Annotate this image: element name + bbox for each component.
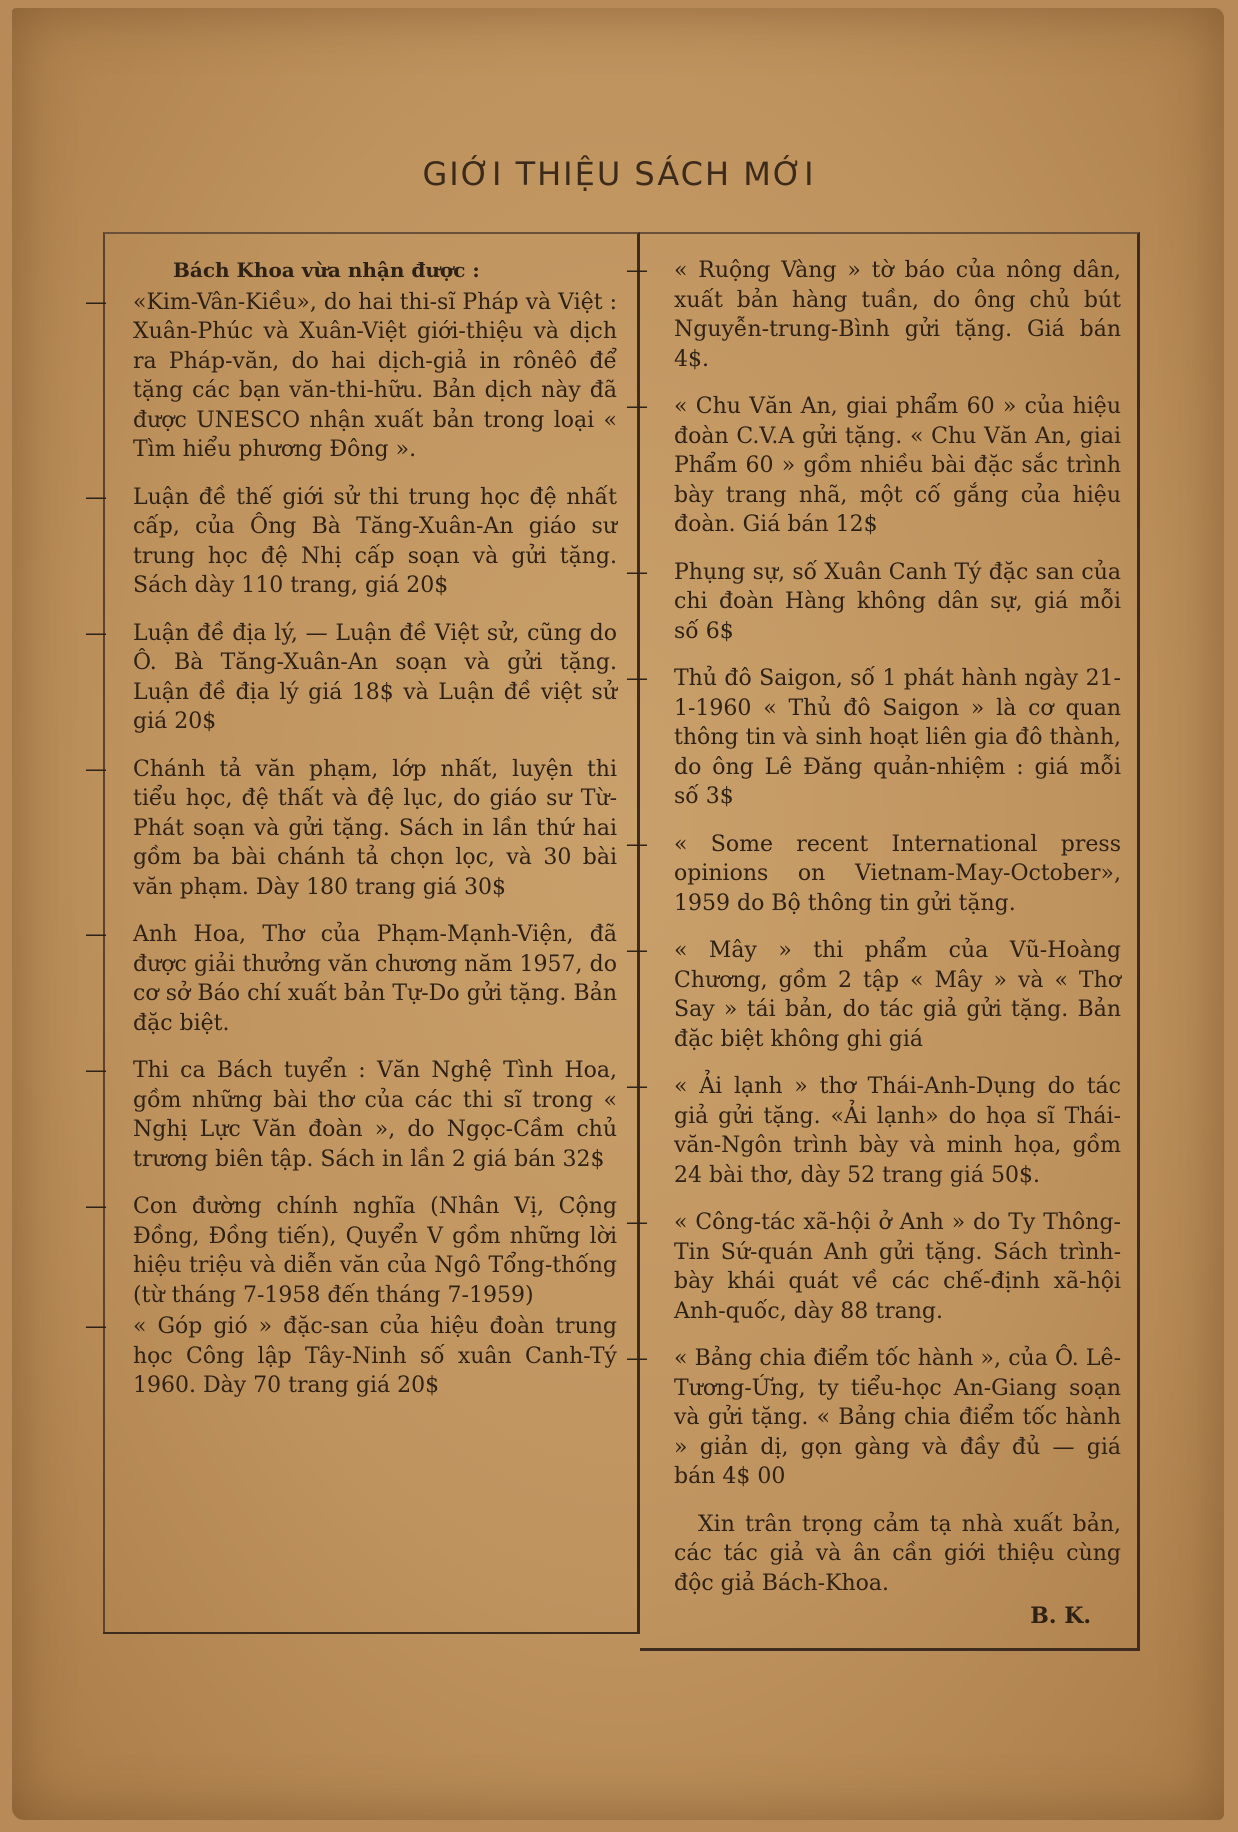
- left-column: [103, 232, 640, 1632]
- bottom-rule-left: [103, 1632, 640, 1634]
- page-title: GIỚI THIỆU SÁCH MỚI: [422, 155, 816, 193]
- book-entry: — « Mây » thi phẩm của Vũ-Hoàng Chương, gồm 2 tập « Mây » và « Thơ Say » tái bản, do tác giả gửi tặng. Bản đặc biệt không ghi giá: [674, 936, 1121, 1054]
- book-entry: — « Some recent International press opinions on Vietnam-May-October», 1959 do Bộ thông tin gửi tặng.: [674, 830, 1121, 919]
- book-entry: — « Chu Văn An, giai phẩm 60 » của hiệu đoàn C.V.A gửi tặng. « Chu Văn An, giai Phẩm 60 » gồm nhiều bài đặc sắc trình bày trang nhã, một cố gắng của hiệu đoàn. Giá bán 12$: [674, 392, 1121, 540]
- book-entry: — Phụng sự, số Xuân Canh Tý đặc san của chi đoàn Hàng không dân sự, giá mỗi số 6$: [674, 558, 1121, 647]
- intro-line: Bách Khoa vừa nhận được :: [173, 258, 480, 282]
- book-entry: — « Góp gió » đặc-san của hiệu đoàn trung học Công lập Tây-Ninh số xuân Canh-Tý 1960. Dày 70 trang giá 20$: [133, 1312, 617, 1401]
- book-entry: — Anh Hoa, Thơ của Phạm-Mạnh-Viện, đã được giải thưởng văn chương năm 1957, do cơ sở Báo chí xuất bản Tự-Do gửi tặng. Bản đặc biệt.: [133, 920, 617, 1038]
- book-entry: — « Ải lạnh » thơ Thái-Anh-Dụng do tác giả gửi tặng. «Ải lạnh» do họa sĩ Thái-văn-Ngôn trình bày và minh họa, gồm 24 bài thơ, dày 52 trang giá 50$.: [674, 1072, 1121, 1190]
- book-entry: — Thi ca Bách tuyển : Văn Nghệ Tình Hoa, gồm những bài thơ của các thi sĩ trong « Nghị Lực Văn đoàn », do Ngọc-Cầm chủ trương biên tập. Sách in lần 2 giá bán 32$: [133, 1056, 617, 1174]
- book-entry: — «Kim-Vân-Kiều», do hai thi-sĩ Pháp và Việt : Xuân-Phúc và Xuân-Việt giới-thiệu và dịch ra Pháp-văn, do hai dịch-giả in rônêô để tặng các bạn văn-thi-hữu. Bản dịch này đã được UNESCO nhận xuất bản trong loại « Tìm hiểu phương Đông ».: [133, 288, 617, 465]
- book-entry: — Luận đề địa lý, — Luận đề Việt sử, cũng do Ô. Bà Tăng-Xuân-An soạn và gửi tặng. Luận đề địa lý giá 18$ và Luận đề việt sử giá 20$: [133, 619, 617, 737]
- closing-note: Xin trân trọng cảm tạ nhà xuất bản, các tác giả và ân cần giới thiệu cùng độc giả Bách-Khoa.: [674, 1511, 1121, 1596]
- book-entry: — « Bảng chia điểm tốc hành », của Ô. Lê-Tương-Ứng, ty tiểu-học An-Giang soạn và gửi tặng. « Bảng chia điểm tốc hành » giản dị, gọn gàng và đầy đủ — giá bán 4$ 00: [674, 1344, 1121, 1492]
- book-entry: — Con đường chính nghĩa (Nhân Vị, Cộng Đồng, Đồng tiến), Quyển V gồm những lời hiệu triệu và diễn văn của Ngô Tổng-thống (từ tháng 7-1958 đến tháng 7-1959): [133, 1192, 617, 1310]
- bottom-rule-right: [640, 1648, 1140, 1651]
- book-entry: — Luận đề thế giới sử thi trung học đệ nhất cấp, của Ông Bà Tăng-Xuân-An giáo sư trung học đệ Nhị cấp soạn và gửi tặng. Sách dày 110 trang, giá 20$: [133, 483, 617, 601]
- signature: B. K.: [1030, 1603, 1091, 1629]
- right-column: [640, 232, 1140, 1648]
- book-entry: — « Công-tác xã-hội ở Anh » do Ty Thông-Tin Sứ-quán Anh gửi tặng. Sách trình-bày khái quát về các chế-định xã-hội Anh-quốc, dày 88 trang.: [674, 1208, 1121, 1326]
- book-entry: — « Ruộng Vàng » tờ báo của nông dân, xuất bản hàng tuần, do ông chủ bút Nguyễn-trung-Bình gửi tặng. Giá bán 4$.: [674, 256, 1121, 374]
- book-entry: — Chánh tả văn phạm, lớp nhất, luyện thi tiểu học, đệ thất và đệ lục, do giáo sư Từ-Phát soạn và gửi tặng. Sách in lần thứ hai gồm ba bài chánh tả chọn lọc, và 30 bài văn phạm. Dày 180 trang giá 30$: [133, 755, 617, 903]
- book-entry: — Thủ đô Saigon, số 1 phát hành ngày 21-1-1960 « Thủ đô Saigon » là cơ quan thông tin và sinh hoạt liên gia đô thành, do ông Lê Đăng quản-nhiệm : giá mỗi số 3$: [674, 664, 1121, 812]
